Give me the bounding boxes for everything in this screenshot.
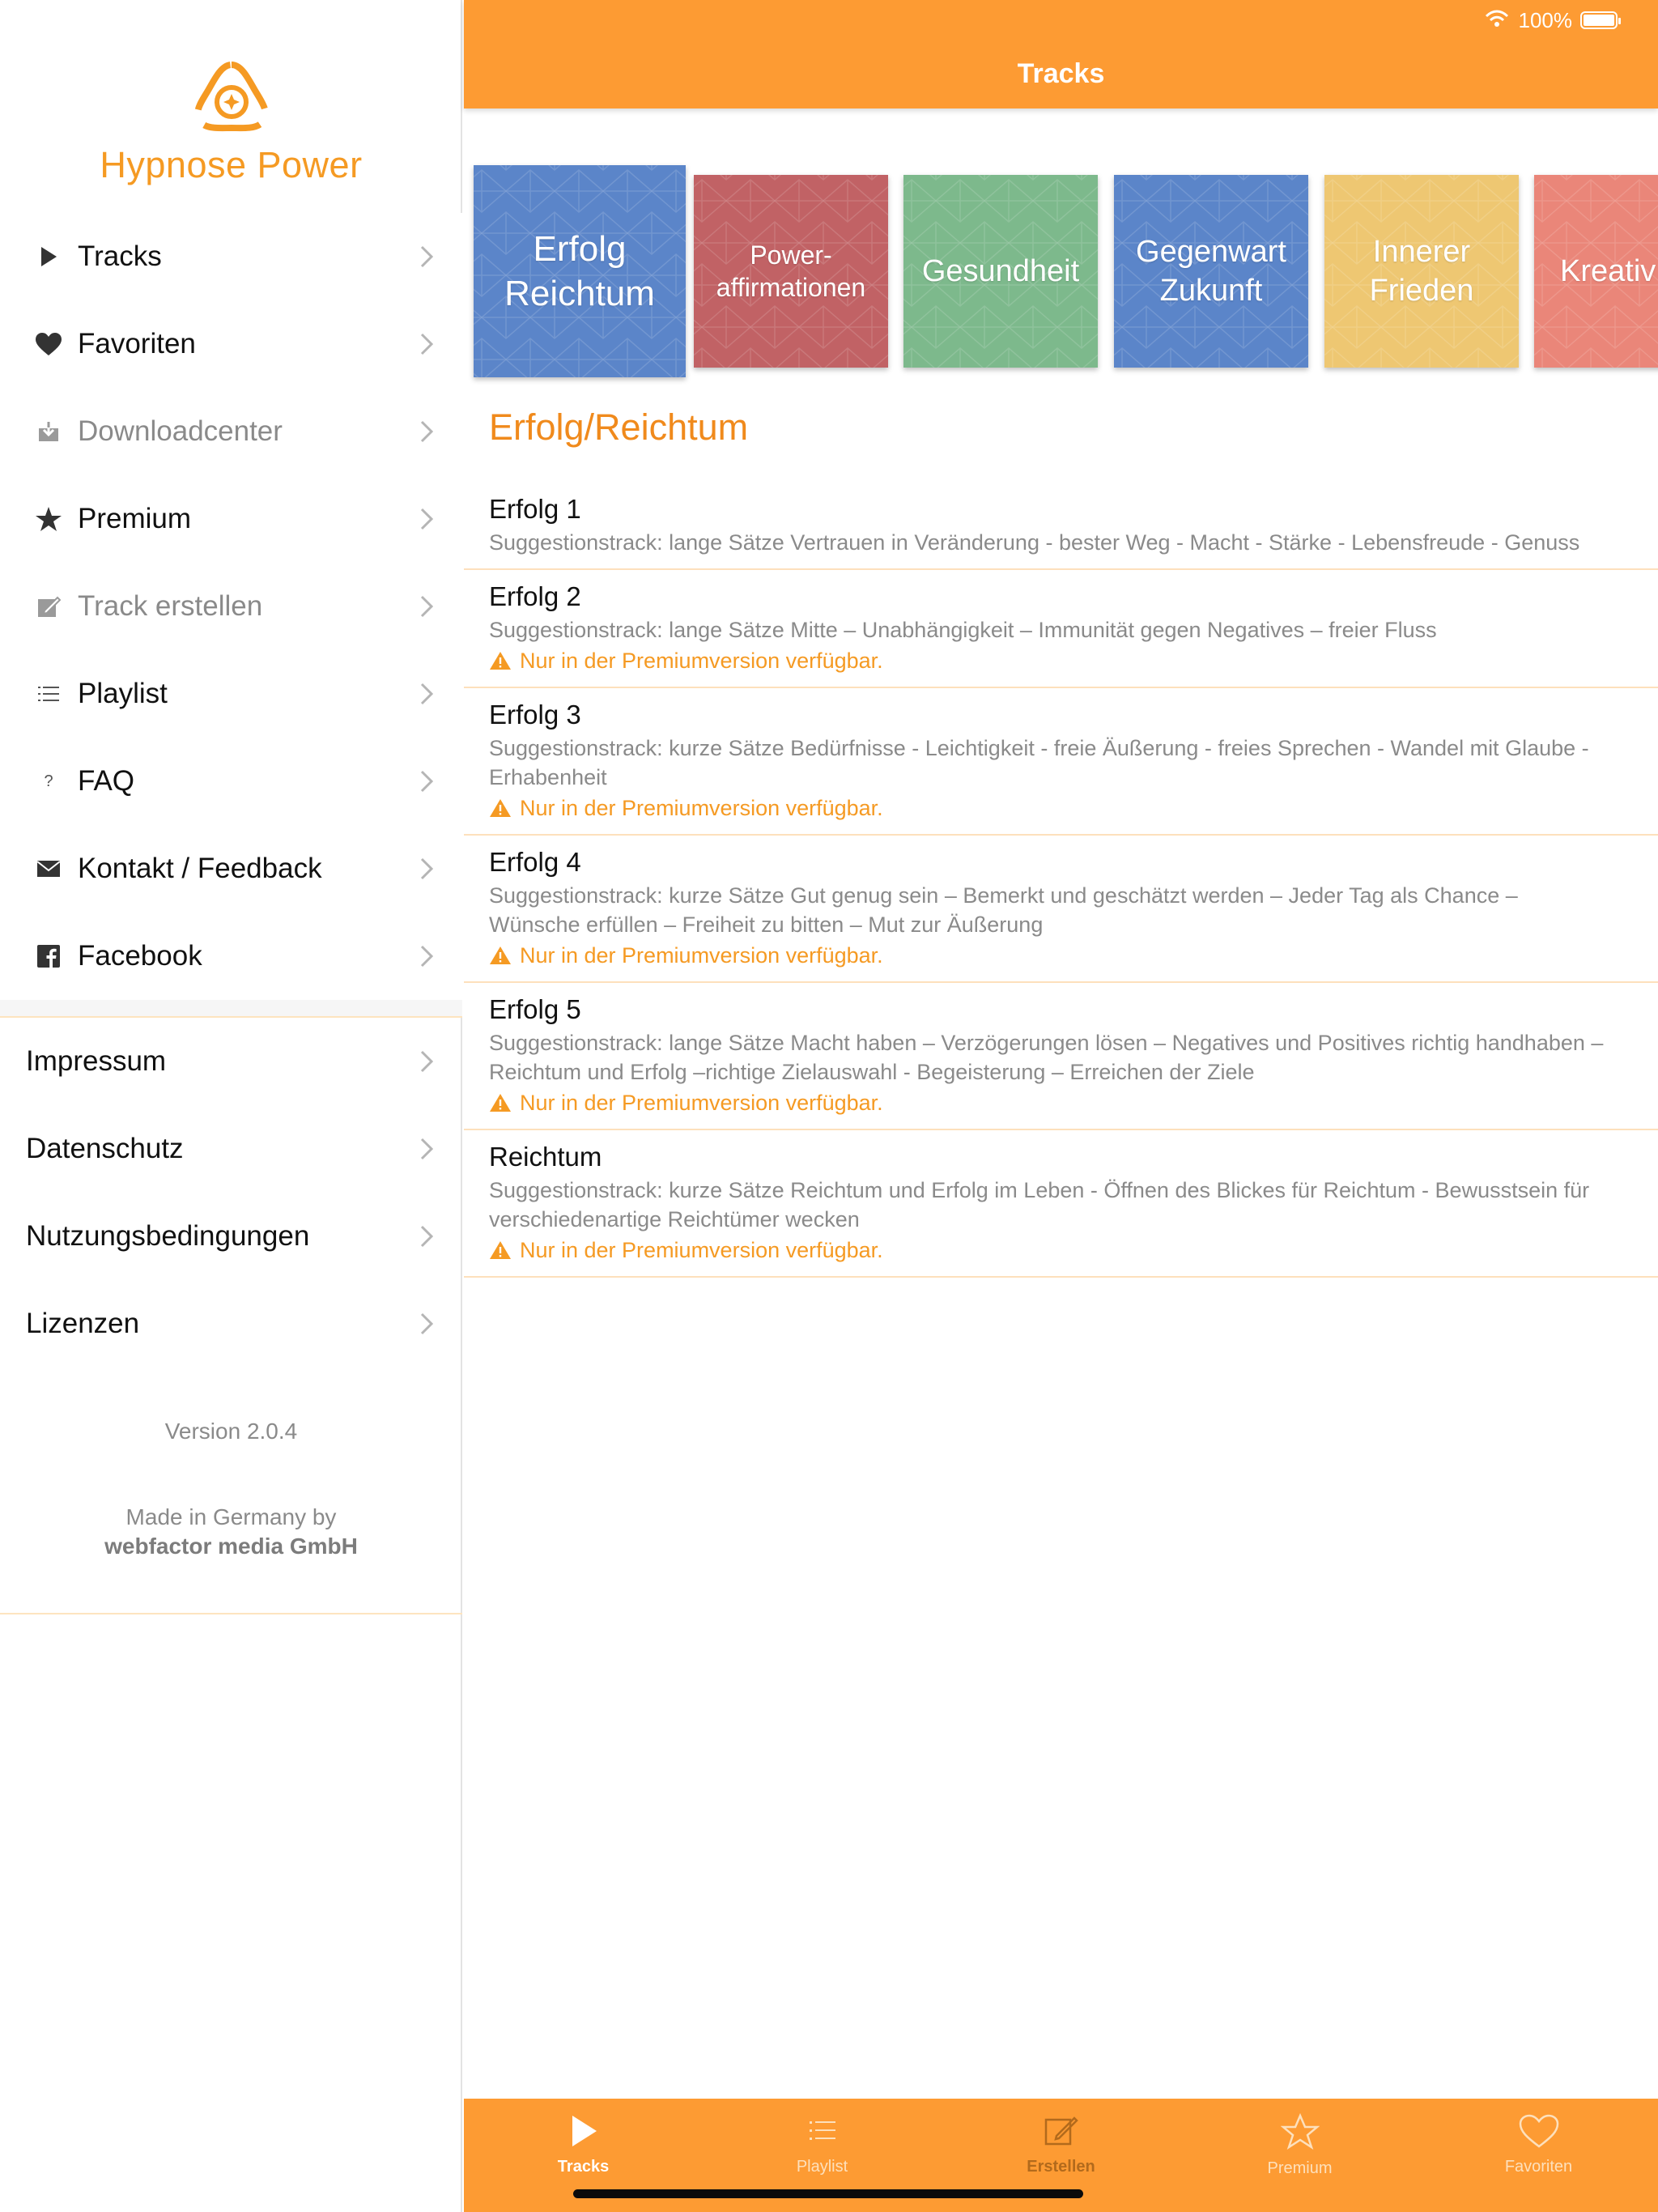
sidebar-item-label: Downloadcenter (78, 415, 283, 447)
premium-notice (489, 1236, 1658, 1265)
app-logo (0, 60, 462, 189)
sidebar-item-label: FAQ (78, 765, 135, 797)
track-title: Erfolg 4 (489, 847, 581, 877)
chevron-right-icon (420, 333, 433, 359)
heart-icon (1518, 2113, 1560, 2153)
category-tile-poweraffirmationen[interactable] (694, 175, 888, 368)
play-icon (32, 240, 65, 273)
star-icon (32, 503, 65, 535)
track-title: Erfolg 1 (489, 494, 581, 524)
track-title: Erfolg 2 (489, 581, 581, 611)
sidebar-item-nutzungsbedingungen[interactable] (0, 1193, 462, 1280)
premium-notice (489, 646, 1658, 675)
sidebar-item-label: Kontakt / Feedback (78, 853, 322, 884)
chevron-right-icon (420, 1312, 433, 1339)
track-description: Suggestionstrack: lange Sätze Vertrauen in Veränderung - bester Weg - Macht - Stärke - Lebensfreude - Genuss (489, 530, 1580, 555)
chevron-right-icon (420, 1225, 433, 1252)
track-description: Suggestionstrack: lange Sätze Macht haben – Verzögerungen lösen – Negatives und Positives richtig handhaben – Reichtum und Erfolg –richtige Zielauswahl - Begeisterung – Erreichen der Ziele (489, 1031, 1604, 1084)
track-description: Suggestionstrack: kurze Sätze Bedürfnisse - Leichtigkeit - freie Äußerung - freies Sprechen - Wandel mit Glaube - Erhabenheit (489, 736, 1589, 789)
sidebar-main-menu (0, 213, 462, 1000)
star-icon (1281, 2113, 1320, 2155)
main-content (464, 0, 1658, 2212)
wifi-icon (1485, 8, 1509, 33)
battery-icon (1580, 11, 1618, 29)
category-tile-label: Gesundheit (921, 254, 1080, 288)
sidebar-item-premium[interactable] (0, 475, 462, 563)
track-row[interactable] (464, 570, 1658, 688)
sidebar-item-downloadcenter[interactable] (0, 388, 462, 475)
sidebar-item-tracks[interactable] (0, 213, 462, 300)
download-icon (32, 415, 65, 448)
track-row[interactable] (464, 1130, 1658, 1278)
category-tile-kreativ[interactable] (1534, 175, 1658, 368)
warning-icon (489, 798, 512, 818)
version-label: Version 2.0.4 (164, 1419, 298, 1444)
tab-label: Playlist (796, 2158, 848, 2176)
status-bar (1485, 6, 1618, 34)
list-icon (32, 678, 65, 710)
section-title: Erfolg/Reichtum (489, 406, 749, 448)
chevron-right-icon (420, 770, 433, 797)
credits (0, 1503, 462, 1561)
sidebar-item-impressum[interactable] (0, 1018, 462, 1105)
edit-icon (32, 590, 65, 623)
warning-icon (489, 1093, 512, 1112)
tab-favoriten[interactable] (1419, 2099, 1658, 2212)
sidebar-item-track-erstellen[interactable] (0, 563, 462, 650)
tab-label: Erstellen (1027, 2158, 1095, 2176)
sidebar-item-label: Lizenzen (26, 1308, 140, 1339)
chevron-right-icon (420, 595, 433, 622)
category-tile-label: Kreativ (1560, 254, 1656, 288)
logo-icon (191, 60, 272, 133)
tab-label: Premium (1267, 2159, 1333, 2177)
chevron-right-icon (420, 508, 433, 534)
track-title: Erfolg 5 (489, 994, 581, 1024)
premium-notice (489, 941, 1658, 970)
warning-icon (489, 651, 512, 670)
track-description: Suggestionstrack: kurze Sätze Reichtum und Erfolg im Leben - Öffnen des Blickes für Reichtum - Bewusstsein für verschiedenartige Reichtümer wecken (489, 1178, 1590, 1231)
battery-percent: 100% (1518, 7, 1572, 32)
premium-notice (489, 793, 1658, 823)
category-carousel[interactable] (464, 162, 1658, 389)
chevron-right-icon (420, 1050, 433, 1077)
premium-notice-text: Nur in der Premiumversion verfügbar. (520, 796, 883, 820)
chevron-right-icon (420, 857, 433, 884)
sidebar-item-faq[interactable] (0, 738, 462, 825)
category-tile-erfolg-reichtum[interactable] (474, 165, 686, 377)
sidebar-item-label: Playlist (78, 678, 168, 709)
mail-icon (32, 853, 65, 885)
edit-icon (1044, 2113, 1079, 2153)
facebook-icon (32, 940, 65, 972)
company-name: webfactor media GmbH (104, 1534, 358, 1559)
premium-notice (489, 1088, 1658, 1117)
chevron-right-icon (420, 945, 433, 972)
premium-notice-text: Nur in der Premiumversion verfügbar. (520, 1091, 883, 1115)
chevron-right-icon (420, 245, 433, 272)
track-description: Suggestionstrack: kurze Sätze Gut genug sein – Bemerkt und geschätzt werden – Jeder Tag als Chance – Wünsche erfüllen – Freiheit zu bitten – Mut zur Äußerung (489, 883, 1518, 937)
premium-notice-text: Nur in der Premiumversion verfügbar. (520, 943, 883, 968)
warning-icon (489, 1240, 512, 1260)
sidebar-item-kontakt-feedback[interactable] (0, 825, 462, 912)
sidebar-item-label: Track erstellen (78, 590, 263, 622)
sidebar-item-label: Datenschutz (26, 1133, 184, 1164)
category-tile-gegenwart-zukunft[interactable] (1114, 175, 1308, 368)
sidebar-item-label: Tracks (78, 240, 162, 272)
premium-notice-text: Nur in der Premiumversion verfügbar. (520, 1238, 883, 1262)
sidebar (0, 0, 462, 2212)
navigation-bar (464, 0, 1658, 108)
sidebar-item-lizenzen[interactable] (0, 1280, 462, 1368)
premium-notice-text: Nur in der Premiumversion verfügbar. (520, 649, 883, 673)
home-indicator (573, 2189, 1083, 2198)
heart-icon (32, 328, 65, 360)
sidebar-item-facebook[interactable] (0, 912, 462, 1000)
track-title: Reichtum (489, 1142, 602, 1172)
chevron-right-icon (420, 683, 433, 709)
track-row[interactable] (464, 836, 1658, 983)
menu-section-gap (0, 1000, 462, 1018)
category-tile-label: Erfolg Reichtum (504, 229, 655, 313)
track-row[interactable] (464, 688, 1658, 836)
category-tile-gesundheit[interactable] (903, 175, 1098, 368)
category-tile-label: Innerer Frieden (1369, 235, 1474, 308)
sidebar-item-playlist[interactable] (0, 650, 462, 738)
track-row[interactable] (464, 483, 1658, 570)
sidebar-item-label: Premium (78, 503, 192, 534)
track-description: Suggestionstrack: lange Sätze Mitte – Unabhängigkeit – Immunität gegen Negatives – freier Fluss (489, 618, 1437, 642)
sidebar-item-label: Impressum (26, 1045, 167, 1077)
divider (0, 1613, 462, 1614)
sidebar-item-label: Facebook (78, 940, 202, 972)
category-tile-innerer-frieden[interactable] (1324, 175, 1519, 368)
tab-premium[interactable] (1180, 2099, 1419, 2212)
app-title: Hypnose Power (100, 144, 363, 185)
sidebar-item-label: Nutzungsbedingungen (26, 1220, 310, 1252)
tab-label: Tracks (557, 2158, 610, 2176)
track-list (464, 483, 1658, 1278)
page-title: Tracks (1017, 58, 1105, 89)
sidebar-item-label: Favoriten (78, 328, 196, 359)
warning-icon (489, 946, 512, 965)
sidebar-item-datenschutz[interactable] (0, 1105, 462, 1193)
play-icon (568, 2113, 600, 2153)
sidebar-legal-menu (0, 1018, 462, 1368)
list-icon (806, 2113, 839, 2153)
sidebar-item-favoriten[interactable] (0, 300, 462, 388)
tab-label: Favoriten (1504, 2158, 1573, 2176)
chevron-right-icon (420, 420, 433, 447)
track-title: Erfolg 3 (489, 700, 581, 730)
chevron-right-icon (420, 1138, 433, 1164)
category-tile-label: Gegenwart Zukunft (1136, 235, 1286, 308)
made-in-label: Made in Germany by (125, 1504, 337, 1529)
category-tile-label: Power- affirmationen (716, 240, 866, 302)
question-icon: ? (44, 772, 53, 790)
track-row[interactable] (464, 983, 1658, 1130)
